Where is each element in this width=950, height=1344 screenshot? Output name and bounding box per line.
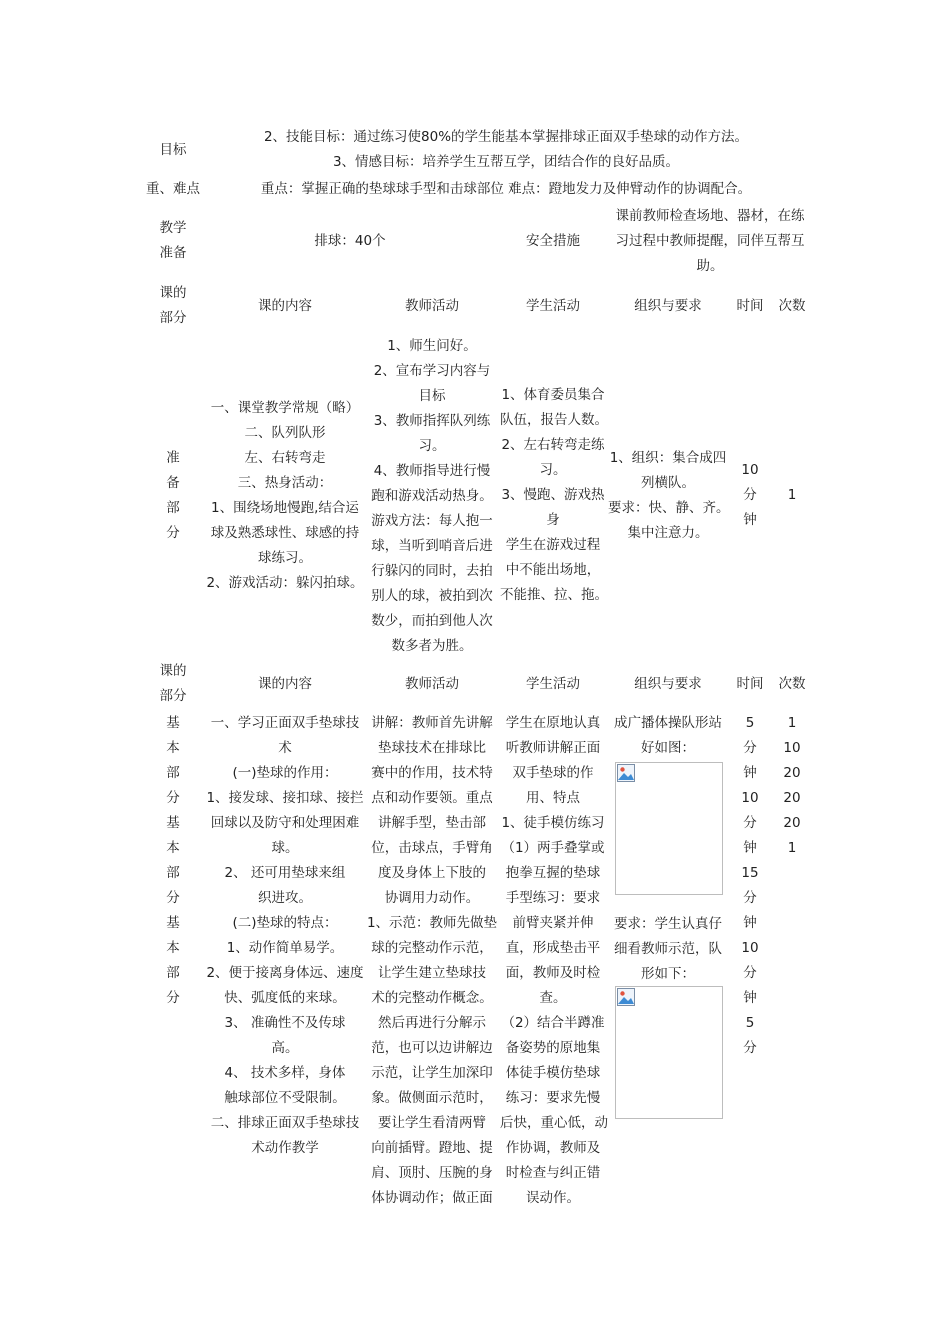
prep-org: 1、组织：集合成四 列横队。 要求：快、静、齐。 集中注意力。 xyxy=(608,450,730,541)
header2-student: 学生活动 xyxy=(526,676,580,692)
broken-image-icon xyxy=(617,988,635,1006)
header1-teacher: 教师活动 xyxy=(405,298,459,314)
keypoint-label: 重、难点 xyxy=(146,181,200,197)
prep-student: 1、体育委员集合 队伍，报告人数。 2、左右转弯走练 习。 3、慢跑、游戏热 身 学生在游戏过程 中不能出场地， 不能推、拉、拖。 xyxy=(500,387,608,603)
formation-image-2 xyxy=(615,986,723,1119)
prep-part: 准 备 部 分 xyxy=(166,450,180,541)
prep-label: 教学 准备 xyxy=(159,220,187,261)
header1-part: 课的 部分 xyxy=(159,285,187,326)
header1-count: 次数 xyxy=(778,298,806,314)
basic-count: 1 10 20 20 20 1 xyxy=(783,715,801,856)
basic-content: 一、学习正面双手垫球技 术 (一)垫球的作用： 1、接发球、接扣球、接拦 回球以及防守和处理困难 球。 2、 还可用垫球来组 织进攻。 (二)垫球的特点： 1、动作简单易学。 2、便于接离身体远、速度 快、弧度低的来球。 3、 准确性不及传球 高。 4、 技术多样，身体 触球部位不受限制。 二、排球正面双手垫球技 术动作教学 xyxy=(206,715,364,1156)
basic-part: 基 本 部 分 基 本 部 分 基 本 部 分 xyxy=(166,715,180,1006)
safety-label: 安全措施 xyxy=(526,233,580,249)
header2-part: 课的 部分 xyxy=(159,663,187,704)
header2-count: 次数 xyxy=(778,676,806,692)
safety-text: 课前教师检查场地、器材，在练 习过程中教师提醒，同伴互帮互 助。 xyxy=(615,208,805,274)
header1-org: 组织与要求 xyxy=(634,298,702,314)
formation-image-1 xyxy=(615,762,723,895)
header2-org: 组织与要求 xyxy=(634,676,702,692)
prep-time: 10 分 钟 xyxy=(741,462,759,528)
header2-time: 时间 xyxy=(736,676,764,692)
prep-teacher: 1、师生问好。 2、宣布学习内容与 目标 3、教师指挥队列练 习。 4、教师指导进行慢 跑和游戏活动热身。 游戏方法：每人抱一 球，当听到哨音后进 行躲闪的同时，去拍 别人的球，被拍到次 数少，而拍到他人次 数多者为胜。 xyxy=(371,338,493,654)
header1-student: 学生活动 xyxy=(526,298,580,314)
prep-content: 一、课堂教学常规（略） 二、队列队形 左、右转弯走 三、热身活动： 1、围绕场地慢跑,结合运 球及熟悉球性、球感的持 球练习。 2、游戏活动：躲闪拍球。 xyxy=(206,400,364,591)
goal-skill: 2、技能目标：通过练习使80%的学生能基本掌握排球正面双手垫球的动作方法。 xyxy=(263,129,749,145)
basic-teacher: 讲解：教师首先讲解 垫球技术在排球比 赛中的作用，技术特 点和动作要领。重点 讲解手型，垫击部 位，击球点，手臂角 度及身体上下肢的 协调用力动作。 1、示范：教师先做垫 球的完整动作示范， 让学生建立垫球技 术的完整动作概念。 然后再进行分解示 范，也可以边讲解边 示范，让学生加深印 象。做侧面示范时， 要让学生看清两臂 向前插臂。蹬地、提 肩、顶肘、压腕的身 体协调动作；做正面 xyxy=(366,715,498,1206)
basic-org-mid: 要求：学生认真仔 细看教师示范，队 形如下： xyxy=(614,916,722,982)
basic-student: 学生在原地认真 听教师讲解正面 双手垫球的作 用、特点 1、徒手模仿练习 （1）两手叠掌或 抱拳互握的垫球 手型练习：要求 前臂夹紧并伸 直，形成垫击平 面，教师及时检 查。 （2）结合半蹲准 备姿势的原地集 体徒手模仿垫球 练习：要求先慢 后快，重心低，动 作协调，教师及 时检查与纠正错 误动作。 xyxy=(500,715,608,1206)
keypoint-text: 重点：掌握正确的垫球球手型和击球部位 难点：蹬地发力及伸臂动作的协调配合。 xyxy=(260,181,752,197)
prep-count: 1 xyxy=(787,487,797,503)
prep-equipment: 排球：40个 xyxy=(314,233,386,249)
basic-org-top: 成广播体操队形站 好如图： xyxy=(614,715,722,756)
header2-teacher: 教师活动 xyxy=(405,676,459,692)
header1-time: 时间 xyxy=(736,298,764,314)
header1-content: 课的内容 xyxy=(258,298,312,314)
header2-content: 课的内容 xyxy=(258,676,312,692)
broken-image-icon xyxy=(617,764,635,782)
goal-emotion: 3、情感目标：培养学生互帮互学，团结合作的良好品质。 xyxy=(332,154,680,170)
basic-time: 5 分 钟 10 分 钟 15 分 钟 10 分 钟 5 分 xyxy=(741,715,759,1056)
goal-label: 目标 xyxy=(159,142,187,158)
